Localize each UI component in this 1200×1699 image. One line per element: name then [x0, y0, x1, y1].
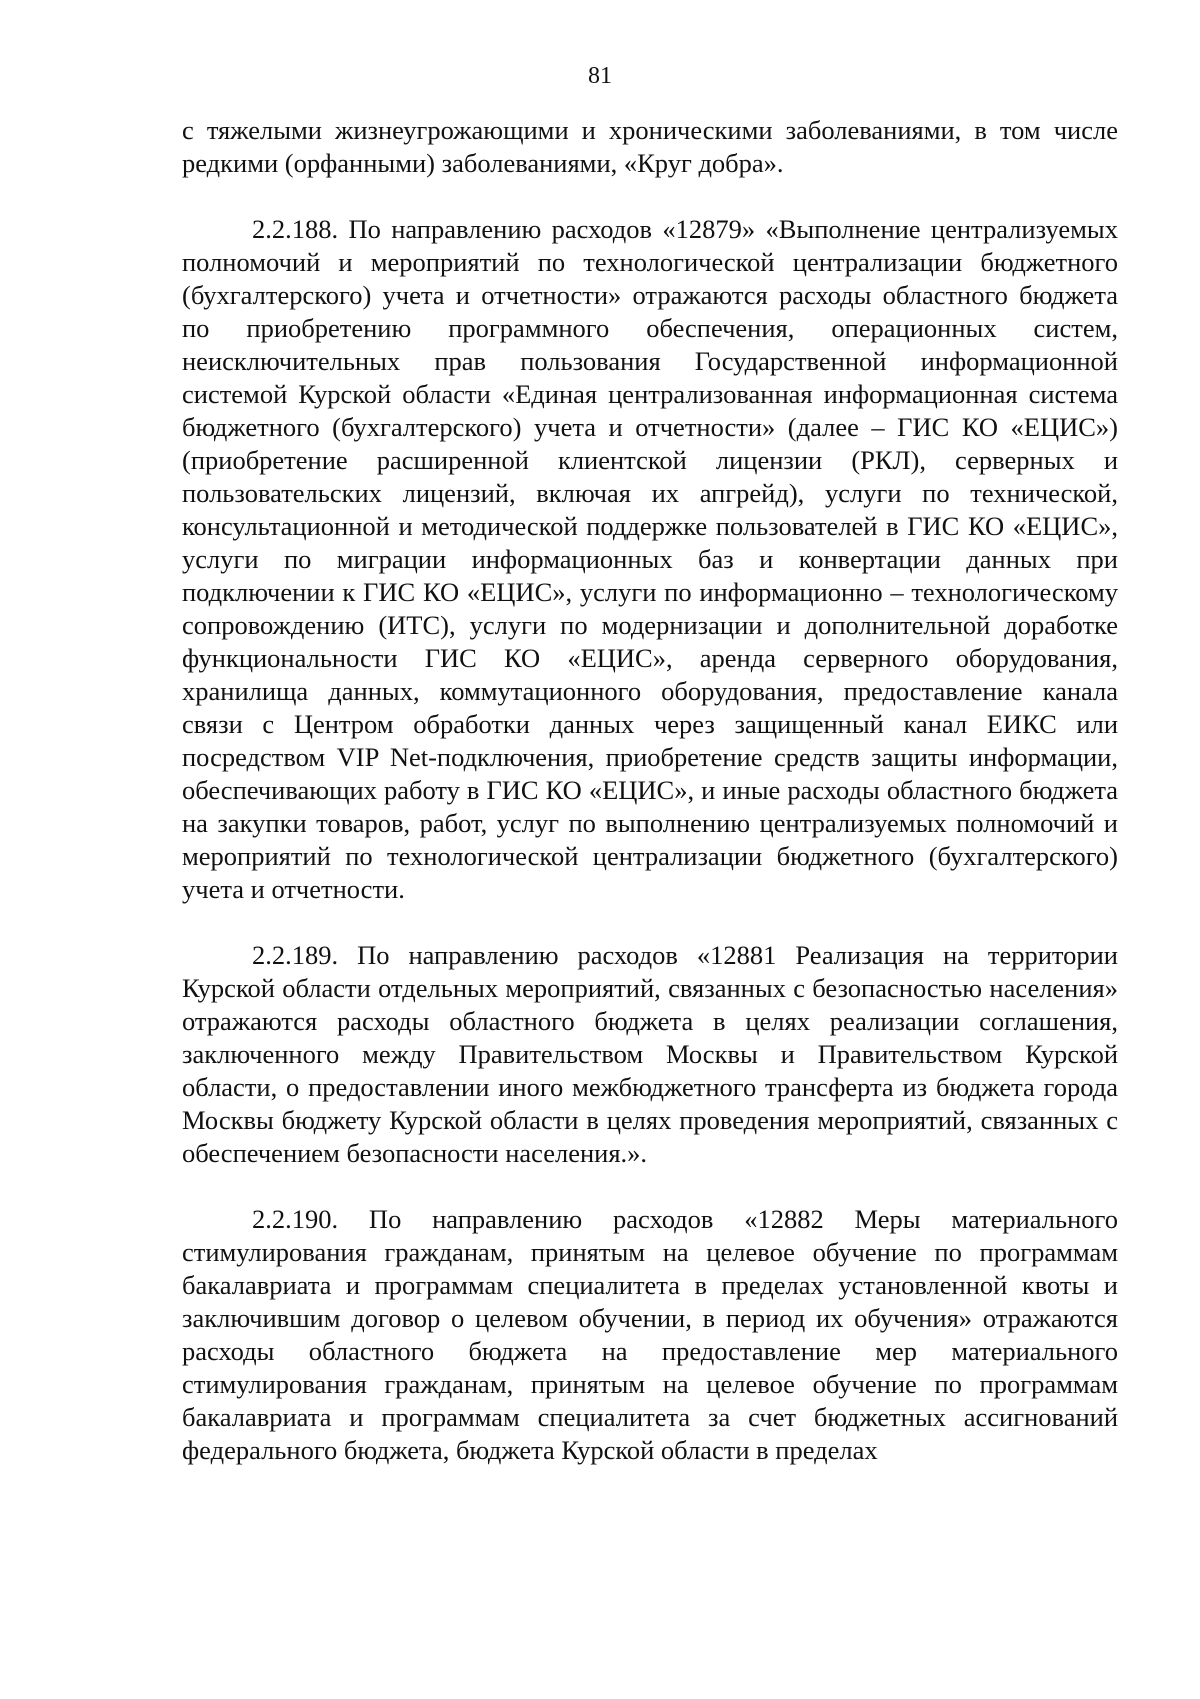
paragraph-continuation: с тяжелыми жизнеугрожающими и хроническими заболеваниями, в том числе редкими (орфанными) заболеваниями, «Круг добра». [182, 115, 1118, 178]
paragraph-2-2-190: 2.2.190. По направлению расходов «12882 Меры материального стимулирования гражданам, принятым на целевое обучение по программам бакалавриата и программам специалитета в пределах установленной квоты и заключившим договор о целевом обучении, в период их обучения» отражаются расходы областного бюджета на предоставление мер материального стимулирования гражданам, принятым на целевое обучение по программам бакалавриата и программам специалитета за счет бюджетных ассигнований федерального бюджета, бюджета Курской области в пределах [182, 1204, 1118, 1465]
paragraph-2-2-189: 2.2.189. По направлению расходов «12881 Реализация на территории Курской области отдельных мероприятий, связанных с безопасностью населения» отражаются расходы областного бюджета в целях реализации соглашения, заключенного между Правительством Москвы и Правительством Курской области, о предоставлении иного межбюджетного трансферта из бюджета города Москвы бюджету Курской области в целях проведения мероприятий, связанных с обеспечением безопасности населения.». [182, 940, 1118, 1168]
paragraph-2-2-188: 2.2.188. По направлению расходов «12879» «Выполнение централизуемых полномочий и мероприятий по технологической централизации бюджетного (бухгалтерского) учета и отчетности» отражаются расходы областного бюджета по приобретению программного обеспечения, операционных систем, неисключительных прав пользования Государственной информационной системой Курской области «Единая централизованная информационная система бюджетного (бухгалтерского) учета и отчетности» (далее – ГИС КО «ЕЦИС») (приобретение расширенной клиентской лицензии (РКЛ), серверных и пользовательских лицензий, включая их апгрейд), услуги по технической, консультационной и методической поддержке пользователей в ГИС КО «ЕЦИС», услуги по миграции информационных баз и конвертации данных при подключении к ГИС КО «ЕЦИС», услуги по информационно – технологическому сопровождению (ИТС), услуги по модернизации и дополнительной доработке функциональности ГИС КО «ЕЦИС», аренда серверного оборудования, хранилища данных, коммутационного оборудования, предоставление канала связи с Центром обработки данных через защищенный канал ЕИКС или посредством VIP Net-подключения, приобретение средств защиты информации, обеспечивающих работу в ГИС КО «ЕЦИС», и иные расходы областного бюджета на закупки товаров, работ, услуг по выполнению централизуемых полномочий и мероприятий по технологической централизации бюджетного (бухгалтерского) учета и отчетности. [182, 214, 1118, 904]
page-number: 81 [588, 63, 612, 89]
document-body [182, 114, 1118, 1467]
